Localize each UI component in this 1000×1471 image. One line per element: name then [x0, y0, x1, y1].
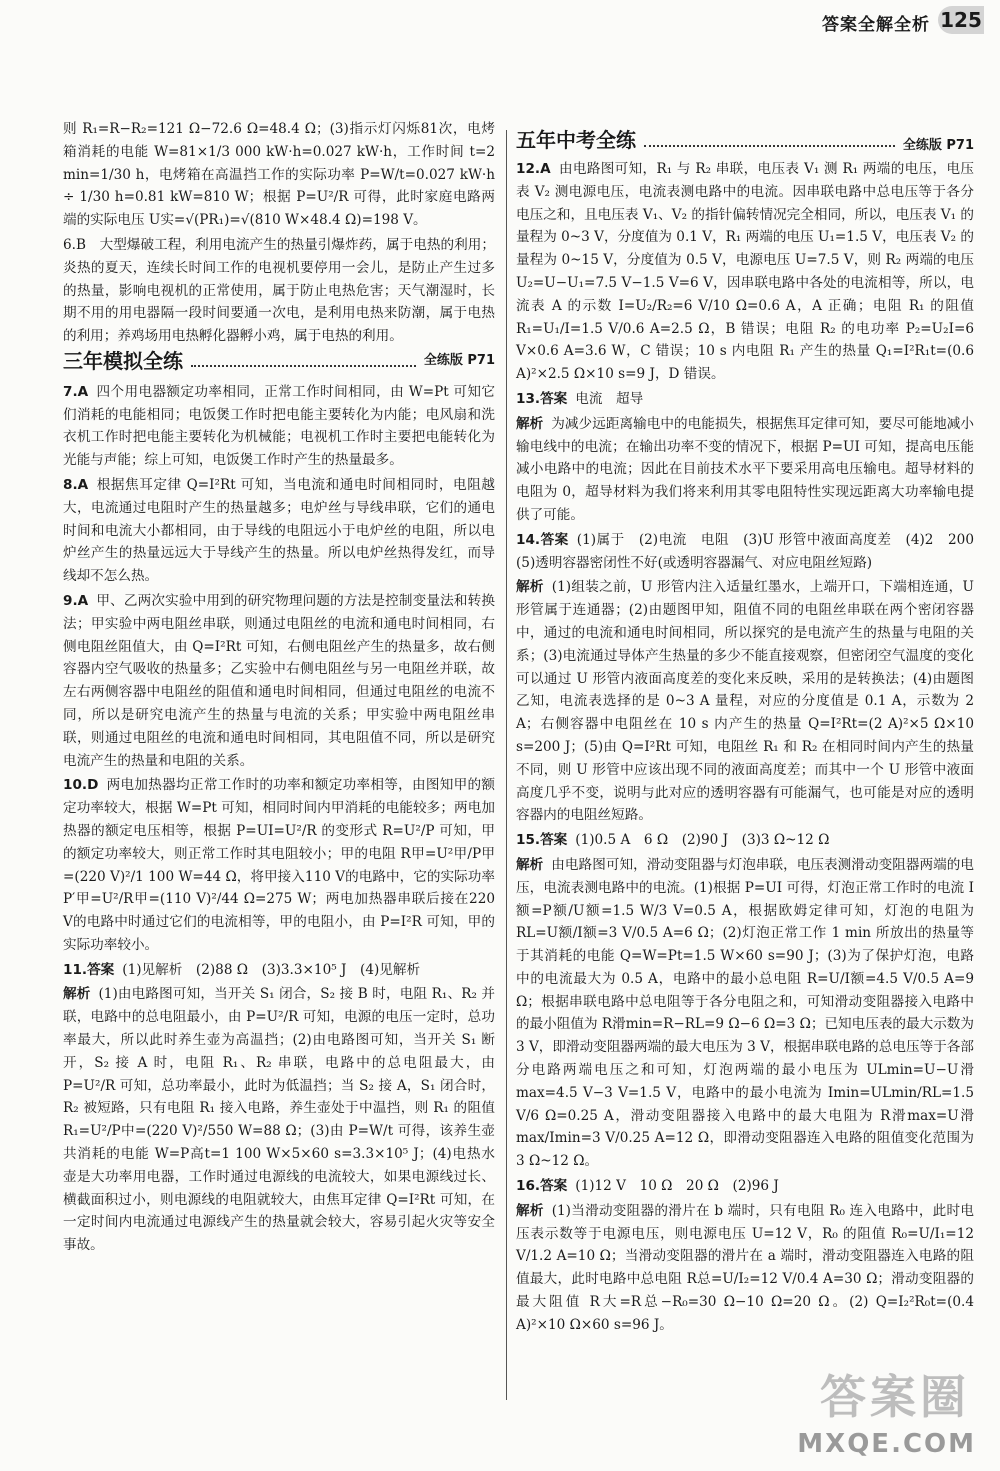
section-ref: 全练版 P71 — [902, 138, 974, 153]
section-dots — [191, 365, 416, 367]
item-number: 14.答案 — [516, 531, 569, 548]
item-text: 为减少远距离输电中的电能损失，根据焦耳定律可知，要尽可能地减小输电线中的电流；在输出功率不变的情况下，根据 P=UI 可知，提高电压能减小电路中的电流；因此在目前技术水平下要采用高电压输电。超导材料的电阻为 0，超导材料为我们将来利用其零电阻特性实现远距离大功率输电提供了可能。 — [516, 415, 975, 523]
section-title: 五年中考全练 — [516, 128, 636, 152]
item-text: (1)当滑动变阻器的滑片在 b 端时，只有电阻 R₀ 连入电路中，此时电压表示数等于电源电压，则电源电压 U=12 V，R₀ 的阻值 R₀=U/I₁=12 V/1.2 A=10 Ω；当滑动变阻器的滑片在 a 端时，滑动变阻器连入电路的阻值最大，此时电路中总电阻 R总=U/I₂=12 V/0.4 A=30 Ω；滑动变阻器的最大阻值 R大=R总−R₀=30 Ω−10 Ω=20 Ω。(2) Q=I₂²R₀t=(0.4 A)²×10 Ω×60 s=96 J。 — [516, 1202, 974, 1333]
column-divider — [506, 130, 507, 1400]
item-text: 根据焦耳定律 Q=I²Rt 可知，当电流和通电时间相同时，电阻越大，电流通过电阻时产生的热量越多；电炉丝与导线串联，它们的通电时间和电流大小都相同，由于导线的电阻远小于电炉丝的电阻，所以电炉丝产生的热量远远大于导线产生的热量。所以电炉丝热得发红，而导线却不怎么热。 — [63, 476, 495, 585]
item-text: 四个用电器额定功率相同，正常工作时间相同，由 W=Pt 可知它们消耗的电能相同；电饭煲工作时把电能主要转化为内能；电风扇和洗衣机工作时把电能主要转化为机械能；电视机工作时主要把电能转化为光能与声能；综上可知，电饭煲工作时产生的热量最多。 — [63, 383, 495, 469]
section-title: 三年模拟全练 — [63, 348, 183, 373]
item-text: (1)属于 (2)电流 电阻 (3)U 形管中液面高度差 (4)2 200 (5)透明容器密闭性不好(或透明容器漏气、对应电阻丝短路) — [516, 531, 988, 571]
answer-item — [516, 529, 988, 575]
item-text: (1)0.5 A 6 Ω (2)90 J (3)3 Ω~12 Ω — [575, 832, 830, 849]
item-text: 由电路图可知，R₁ 与 R₂ 串联，电压表 V₁ 测 R₁ 两端的电压，电压表 V₂ 测电源电压，电流表测电路中的电流。因串联电路中总电压等于各分电压之和，且电压表 V₁、V₂ 的指针偏转情况完全相同，所以，电压表 V₁ 的量程为 0~3 V，分度值为 0.1 V，R₁ 两端的电压 U₁=1.5 V，电压表 V₂ 的量程为 0~15 V，分度值为 0.5 V，电源电压 U=7.5 V，则 R₂ 两端的电压 U₂=U−U₁=7.5 V−1.5 V=6 V，因串联电路中各处的电流相等，所以，电流表 A 的示数 I=U₂/R₂=6 V/10 Ω=0.6 A，A 正确；电阻 R₁ 的阻值 R₁=U₁/I=1.5 V/0.6 A=2.5 Ω，B 错误；电阻 R₂ 的电功率 P₂=U₂I=6 V×0.6 A=3.6 W，C 错误；10 s 内电阻 R₁ 产生的热量 Q₁=I²R₁t=(0.6 A)²×2.5 Ω×10 s=9 J，D 错误。 — [516, 161, 974, 383]
analysis-item — [63, 983, 495, 1257]
analysis-label: 解析 — [516, 579, 544, 596]
item-text: 甲、乙两次实验中用到的研究物理问题的方法是控制变量法和转换法；甲实验中两电阻丝串联，则通过电阻丝的电流和通电时间相同，右侧电阻丝阻值大，由 Q=I²Rt 可知，右侧电阻丝产生的热量多，故右侧容器内空气吸收的热量多；乙实验中右侧电阻丝与另一电阻丝并联，故左右两侧容器中电阻丝的阻值和通电时间相同，但通过电阻丝的电流不同，所以是研究电流产生的热量与电流的关系；甲实验中两电阻丝串联，则通过电阻丝的电流和通电时间相同，其电阻值不同，所以是研究电流产生的热量和电阻的关系。 — [63, 592, 495, 769]
page-header — [0, 0, 1000, 40]
analysis-label: 解析 — [63, 986, 91, 1003]
item-text: 电流 超导 — [575, 390, 644, 407]
page-number: 125 — [938, 6, 984, 34]
item-number: 13.答案 — [516, 390, 568, 407]
analysis-item — [516, 413, 974, 527]
item-number: 11.答案 — [63, 961, 115, 978]
analysis-label: 解析 — [516, 1202, 544, 1219]
answer-item — [516, 829, 974, 852]
analysis-item — [516, 576, 974, 827]
answer-item — [516, 1175, 974, 1198]
answer-item — [516, 158, 974, 386]
answer-item — [63, 959, 495, 982]
answer-item — [63, 474, 495, 588]
section-ref: 全练版 P71 — [423, 352, 495, 368]
right-column — [516, 158, 988, 1339]
answer-item — [63, 774, 495, 956]
answer-item — [516, 388, 974, 411]
item-number: 10.D — [63, 777, 99, 794]
item-number: 9.A — [63, 592, 89, 609]
item-number: 7.A — [63, 383, 89, 400]
analysis-label: 解析 — [516, 856, 544, 873]
header-title: 答案全解全析 — [822, 15, 930, 35]
watermark-logo: 答案圈 — [820, 1370, 970, 1424]
item-text: (1)见解析 (2)88 Ω (3)3.3×10⁵ J (4)见解析 — [122, 961, 421, 978]
section-dots — [644, 145, 895, 147]
item-number: 12.A — [516, 161, 551, 177]
answer-item — [63, 381, 495, 472]
watermark-url: MXQE.COM — [797, 1429, 976, 1459]
analysis-item — [516, 1200, 974, 1337]
section-header-three-year — [63, 350, 495, 373]
item-number: 16.答案 — [516, 1178, 568, 1195]
item-text: 由电路图可知，滑动变阻器与灯泡串联，电压表测滑动变阻器两端的电压，电流表测电路中的电流。(1)根据 P=UI 可得，灯泡正常工作时的电流 I额=P额/U额=1.5 W/3 V=0.5 A，根据欧姆定律可知，灯泡的电阻为 RL=U额/I额=3 V/0.5 A=6 Ω；(2)灯泡正常工作 1 min 所放出的热量等于其消耗的电能 Q=W=Pt=1.5 W×60 s=90 J；(3)为了保护灯泡，电路中的电流最大为 0.5 A，电路中的最小总电阻 R=U/I额=4.5 V/0.5 A=9 Ω；根据串联电路中总电阻等于各分电阻之和，可知滑动变阻器接入电路中的最小阻值为 R滑min=R−RL=9 Ω−6 Ω=3 Ω；已知电压表的最大示数为 3 V，即滑动变阻器两端的最大电压为 3 V，根据串联电路的总电压等于各部分电路两端电压之和可知，灯泡两端的最小电压为 ULmin=U−U滑max=4.5 V−3 V=1.5 V，电路中的最小电流为 Imin=ULmin/RL=1.5 V/6 Ω=0.25 A，滑动变阻器接入电路中的最大电阻为 R滑max=U滑max/Imin=3 V/0.25 A=12 Ω，即滑动变阻器连入电路的阻值变化范围为 3 Ω~12 Ω。 — [516, 856, 975, 1170]
analysis-item — [516, 854, 974, 1173]
item-text: (1)由电路图可知，当开关 S₁ 闭合，S₂ 接 B 时，电阻 R₁、R₂ 并联，电路中的总电阻最小，由 P=U²/R 可知，电源的电压一定时，总功率最大，所以此时养生壶为高温挡；(2)由电路图可知，当开关 S₁ 断开，S₂ 接 A 时，电阻 R₁、R₂ 串联，电路中的总电阻最大，由 P=U²/R 可知，总功率最小，此时为低温挡；当 S₂ 接 A，S₁ 闭合时，R₂ 被短路，只有电阻 R₁ 接入电路，养生壶处于中温挡，则 R₁ 的阻值 R₁=U²/P中=(220 V)²/550 W=88 Ω；(3)由 P=W/t 可得，该养生壶共消耗的电能 W=P高t=1 100 W×5×60 s=3.3×10⁵ J；(4)电热水壶是大功率用电器，工作时通过电源线的电流较大，如果电源线过长、横截面积过小，则电源线的电阻就较大，由焦耳定律 Q=I²Rt 可知，在一定时间内电流通过电源线产生的热量就会较大，容易引起火灾等安全事故。 — [63, 986, 496, 1254]
item-text: (1)12 V 10 Ω 20 Ω (2)96 J — [575, 1178, 779, 1195]
answer-item — [63, 590, 495, 772]
item-text: 两电加热器均正常工作时的功率和额定功率相等，由图知甲的额定功率较大，根据 W=Pt 可知，相同时间内甲消耗的电能较多；两电加热器的额定电压相等，根据 P=UI=U²/R 的变形式 R=U²/P 可知，甲的额定功率较大，则正常工作时其电阻较小；甲的电阻 R甲=U²甲/P甲=(220 V)²/1 100 W=44 Ω，将甲接入110 V的电路中，它的实际功率 P′甲=U²/R甲=(110 V)²/44 Ω=275 W；两电加热器串联后接在220 V的电路中时通过它们的电流相等，甲的电阻小，由 P=I²R 可知，甲的实际功率较小。 — [63, 777, 495, 953]
item-number: 8.A — [63, 476, 89, 493]
continued-paragraph: 则 R₁=R−R₂=121 Ω−72.6 Ω=48.4 Ω；(3)指示灯闪烁81次，电烤箱消耗的电能 W=81×1/3 000 kW·h=0.027 kW·h，工作时间 t=2 min=1/30 h，电烤箱在高温挡工作的实际功率 P=W/t=0.027 kW·h ÷ 1/30 h=0.81 kW=810 W；根据 P=U²/R 可得，此时家庭电路两端的实际电压 U实=√(PR₁)=√(810 W×48.4 Ω)=198 V。 — [63, 121, 495, 229]
analysis-label: 解析 — [516, 415, 544, 432]
answer-6: 6.B 大型爆破工程，利用电流产生的热量引爆炸药，属于电热的利用；炎热的夏天，连续长时间工作的电视机要停用一会儿，是防止产生过多的热量，影响电视机的正常使用，属于防止电热危害；天气潮湿时，长期不用的用电器隔一段时间要通一次电，是利用电热来防潮，属于电热的利用；养鸡场用电热孵化器孵小鸡，属于电热的利用。 — [63, 236, 495, 345]
item-text: (1)组装之前，U 形管内注入适量红墨水，上端开口，下端相连通，U 形管属于连通器；(2)由题图甲知，阻值不同的电阻丝串联在两个密闭容器中，通过的电流和通电时间相同，所以探究的是电流产生的热量与电阻的关系；(3)电流通过导体产生热量的多少不能直接观察，但密闭空气温度的变化可以通过 U 形管内液面高度差的变化来反映，采用的是转换法；(4)由题图乙知，电流表选择的是 0~3 A 量程，对应的分度值是 0.1 A，示数为 2 A；右侧容器中电阻丝在 10 s 内产生的热量 Q=I²Rt=(2 A)²×5 Ω×10 s=200 J；(5)由 Q=I²Rt 可知，电阻丝 R₁ 和 R₂ 在相同时间内产生的热量不同，则 U 形管中应该出现不同的液面高度差；而其中一个 U 形管中液面高度几乎不变，说明与此对应的透明容器有可能漏气，也可能是对应的透明容器内的电阻丝短路。 — [516, 579, 974, 824]
section-header-five-year — [516, 122, 974, 161]
left-column — [63, 118, 495, 1259]
item-number: 15.答案 — [516, 832, 568, 849]
